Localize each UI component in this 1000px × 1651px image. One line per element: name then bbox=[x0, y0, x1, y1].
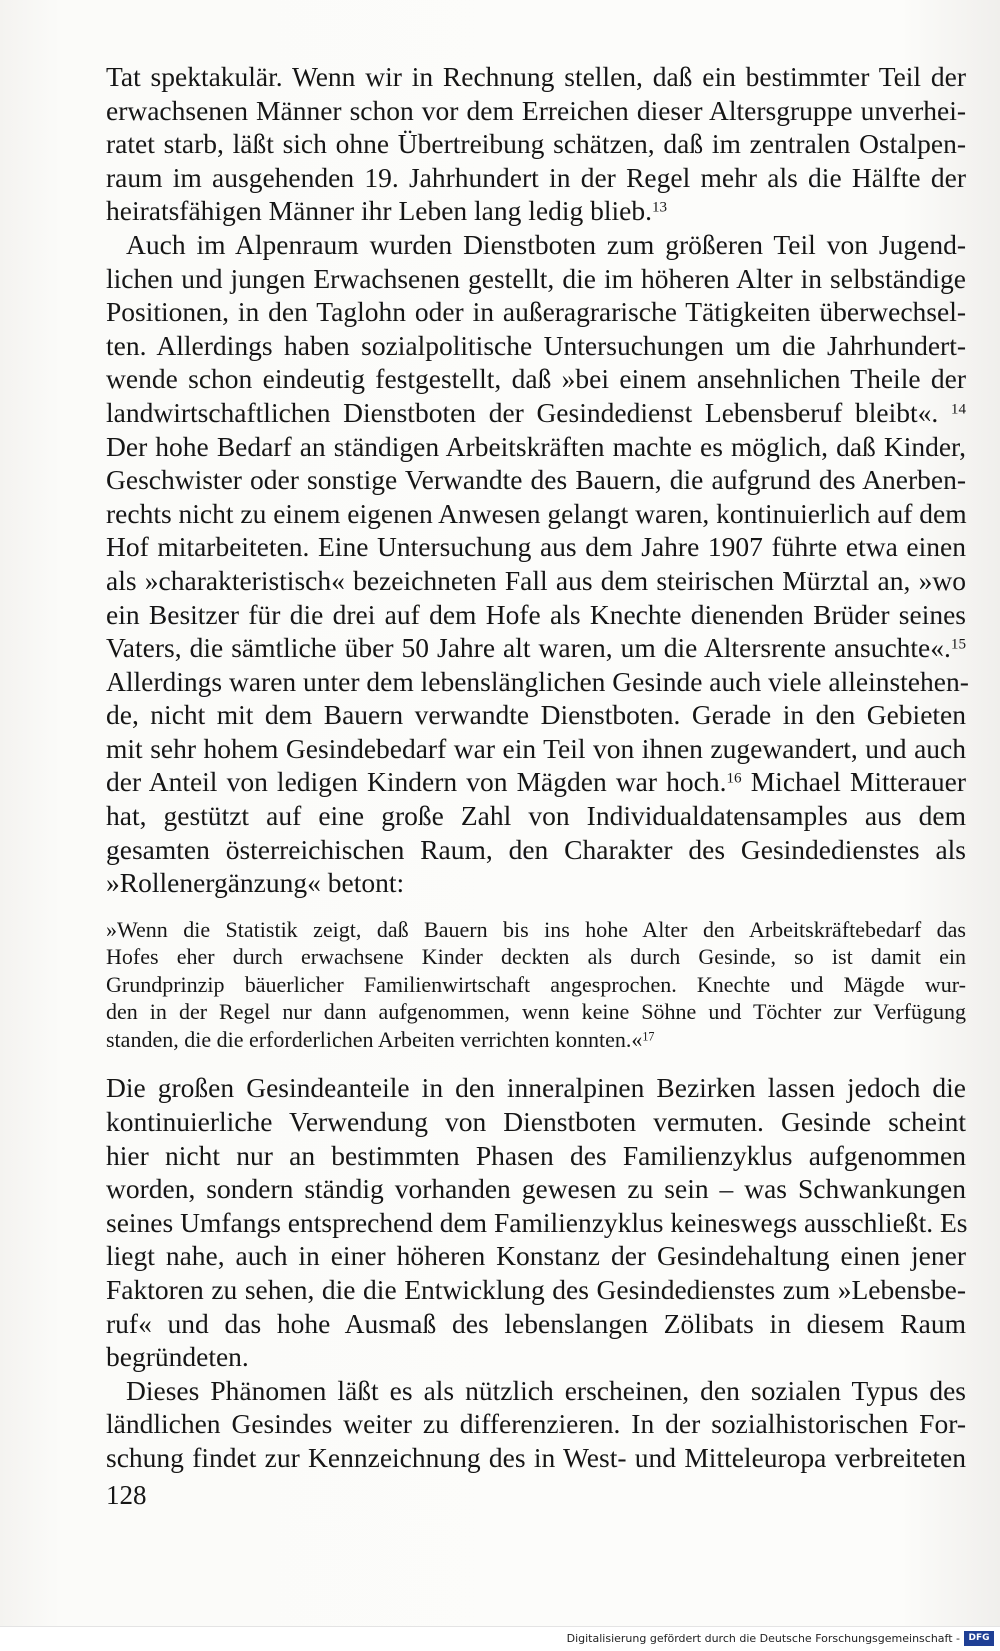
text-line: Allerdings waren unter dem lebenslänglichen Gesinde auch viele alleinstehen- bbox=[106, 665, 969, 697]
text-block bbox=[106, 60, 969, 1474]
text-line-content: der Anteil von ledigen Kindern von Mägden war hoch. bbox=[106, 766, 727, 798]
text-line bbox=[106, 194, 966, 228]
text-line: schung findet zur Kennzeichnung des in West- und Mitteleuropa verbreiteten bbox=[106, 1441, 966, 1473]
text-line: hier nicht nur an bestimmten Phasen des Familienzyklus aufgenommen bbox=[106, 1139, 966, 1171]
text-line: Geschwister oder sonstige Verwandte des Bauern, die aufgrund des Anerben- bbox=[106, 464, 966, 496]
paragraph-2 bbox=[106, 228, 969, 900]
text-line: Auch im Alpenraum wurden Dienstboten zum größeren Teil von Jugend- bbox=[126, 228, 966, 260]
text-line: Hof mitarbeiteten. Eine Untersuchung aus dem Jahre 1907 führte etwa einen bbox=[106, 531, 966, 563]
text-line: Positionen, in den Taglohn oder in außeragrarische Tätigkeiten überwechsel- bbox=[106, 296, 966, 328]
quote-line bbox=[106, 1026, 966, 1054]
footnote-ref: 15 bbox=[950, 636, 966, 653]
block-quote bbox=[106, 916, 966, 1054]
text-line: de, nicht mit dem Bauern verwandte Dienstboten. Gerade in den Gebieten bbox=[106, 699, 966, 731]
text-line: seines Umfangs entsprechend dem Familienzyklus keineswegs ausschließt. Es bbox=[106, 1206, 968, 1238]
text-line bbox=[106, 396, 966, 430]
dfg-logo: DFG bbox=[964, 1631, 994, 1646]
text-line-content: heiratsfähigen Männer ihr Leben lang ledig blieb. bbox=[106, 195, 652, 227]
text-line: worden, sondern ständig vorhanden gewesen zu sein – was Schwankungen bbox=[106, 1173, 966, 1205]
text-line: ten. Allerdings haben sozialpolitische Untersuchungen um die Jahrhundert- bbox=[106, 329, 966, 361]
text-line: ruf« und das hohe Ausmaß des lebenslangen Zölibats in diesem Raum bbox=[106, 1307, 966, 1339]
text-line: Die großen Gesindeanteile in den inneralpinen Bezirken lassen jedoch die bbox=[106, 1072, 966, 1104]
page-number: 128 bbox=[106, 1480, 147, 1510]
text-line: gesamten österreichischen Raum, den Charakter des Gesindedienstes als bbox=[106, 833, 966, 865]
text-line: lichen und jungen Erwachsenen gestellt, die im höheren Alter in selbständige bbox=[106, 262, 966, 294]
text-line-content: landwirtschaftlichen Dienstboten der Gesindedienst Lebensberuf bleibt«. bbox=[106, 396, 939, 428]
text-line-content: Michael Mitterauer bbox=[750, 766, 967, 798]
text-line bbox=[106, 765, 966, 799]
text-line: Tat spektakulär. Wenn wir in Rechnung stellen, daß ein bestimmter Teil der bbox=[106, 61, 966, 92]
text-line: begründeten. bbox=[106, 1341, 249, 1373]
text-line-content: Vaters, die sämtliche über 50 Jahre alt waren, um die Altersrente ansuchte«. bbox=[106, 632, 951, 664]
footnote-ref: 16 bbox=[726, 771, 742, 788]
quote-line: Grundprinzip bäuerlicher Familienwirtschaft angesprochen. Knechte und Mägde wur- bbox=[106, 971, 966, 997]
text-line: als »charakteristisch« bezeichneten Fall aus dem steirischen Mürztal an, »wo bbox=[106, 564, 966, 596]
paragraph-1 bbox=[106, 60, 966, 228]
text-line: ein Besitzer für die drei auf dem Hofe als Knechte dienenden Brüder seines bbox=[106, 598, 966, 630]
text-line: kontinuierliche Verwendung von Dienstboten vermuten. Gesinde scheint bbox=[106, 1105, 966, 1137]
footnote-ref: 17 bbox=[642, 1029, 655, 1044]
text-line: »Rollenergänzung« betont: bbox=[106, 867, 405, 899]
text-line: Faktoren zu sehen, die die Entwicklung des Gesindedienstes zum »Lebensbe- bbox=[106, 1273, 966, 1305]
text-line: erwachsenen Männer schon vor dem Erreichen dieser Altersgruppe unverhei- bbox=[106, 94, 966, 126]
text-line: rechts nicht zu einem eigenen Anwesen gelangt waren, kontinuierlich auf dem bbox=[106, 497, 967, 529]
text-line bbox=[106, 631, 966, 665]
funding-credit: Digitalisierung gefördert durch die Deutsche Forschungsgemeinschaft - bbox=[566, 1632, 960, 1645]
text-line: liegt nahe, auch in einer höheren Konstanz der Gesindehaltung einen jener bbox=[106, 1240, 966, 1272]
text-line: wende schon eindeutig festgestellt, daß »bei einem ansehnlichen Theile der bbox=[106, 363, 966, 395]
paragraph-last bbox=[106, 1374, 966, 1475]
text-line: Der hohe Bedarf an ständigen Arbeitskräften machte es möglich, daß Kinder, bbox=[106, 430, 966, 462]
quote-line: »Wenn die Statistik zeigt, daß Bauern bis ins hohe Alter den Arbeitskräftebedarf das bbox=[106, 916, 966, 942]
footnote-ref: 13 bbox=[652, 200, 668, 217]
footnote-ref: 14 bbox=[950, 401, 967, 418]
text-line: mit sehr hohem Gesindebedarf war ein Teil von ihnen zugewandert, und auch bbox=[106, 732, 966, 764]
text-line: raum im ausgehenden 19. Jahrhundert in der Regel mehr als die Hälfte der bbox=[106, 161, 966, 193]
text-line: ländlichen Gesindes weiter zu differenzieren. In der sozialhistorischen For- bbox=[106, 1408, 966, 1440]
text-line: hat, gestützt auf eine große Zahl von Individualdatensamples aus dem bbox=[106, 800, 966, 832]
text-line: ratet starb, läßt sich ohne Übertreibung schätzen, daß im zentralen Ostalpen- bbox=[106, 128, 966, 160]
quote-line: den in der Regel nur dann aufgenommen, wenn keine Söhne und Töchter zur Verfügung bbox=[106, 999, 966, 1025]
digitization-footer bbox=[0, 1626, 1000, 1651]
text-line: Dieses Phänomen läßt es als nützlich erscheinen, den sozialen Typus des bbox=[126, 1374, 966, 1406]
quote-line: Hofes eher durch erwachsene Kinder deckten als durch Gesinde, so ist damit ein bbox=[106, 944, 966, 970]
quote-line-content: standen, die die erforderlichen Arbeiten verrichten konnten.« bbox=[106, 1026, 643, 1052]
paragraph-after-quote bbox=[106, 1071, 966, 1373]
